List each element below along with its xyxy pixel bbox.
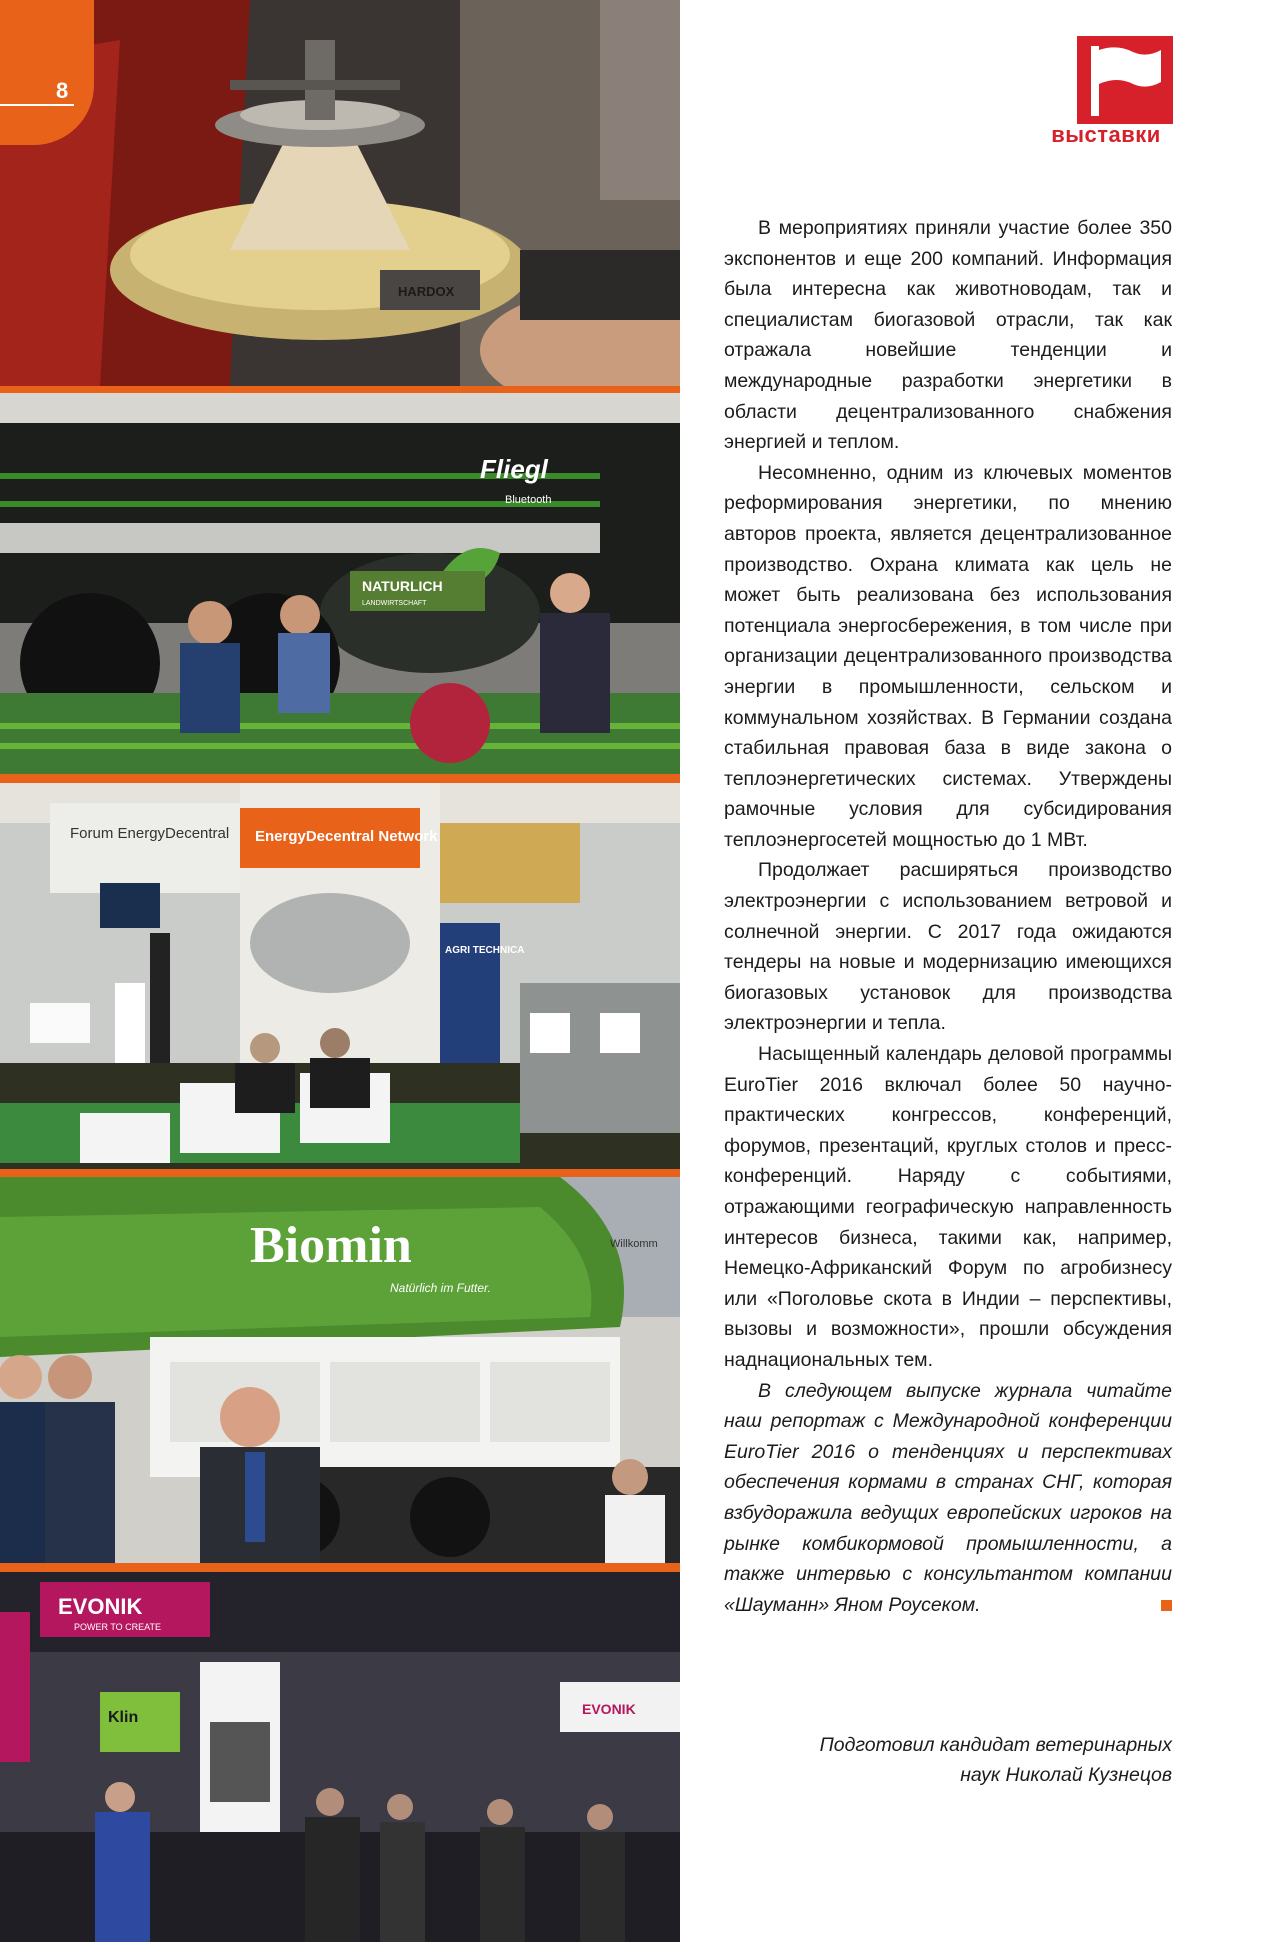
page-number: 8 xyxy=(56,78,69,103)
photo-5-caption: EVONIK xyxy=(58,1594,143,1619)
biomin-truck-photo-icon xyxy=(0,1177,680,1563)
evonik-hall-photo-icon xyxy=(0,1572,680,1942)
tanker-trailer-photo-icon xyxy=(0,393,680,774)
exhibition-stand-photo-icon xyxy=(0,783,680,1169)
photo-tanker-trailer xyxy=(0,393,680,774)
article-closing-text: В следующем выпуске журнала читайте наш репортаж с Международной конференции EuroTier 2016 о тенденциях и перспективах обеспечения кормами в странах СНГ, которая взбудоражила ведущих европейских игроков на рынке комбикормовой промышленности, а также интервью с консультантом компании «Шауманн» Яном Роусеком. xyxy=(724,1379,1172,1616)
author-credit xyxy=(724,1730,1172,1790)
photo-5-caption-3: EVONIK xyxy=(582,1701,636,1717)
end-of-article-square-icon xyxy=(1161,1600,1172,1611)
photo-4-caption-2: Natürlich im Futter. xyxy=(390,1281,491,1295)
flag-icon xyxy=(1077,36,1173,124)
photo-2-caption: Fliegl xyxy=(480,454,548,484)
photo-3-caption-2: EnergyDecentral Network xyxy=(255,828,438,845)
article-paragraph-1: В мероприятиях приняли участие более 350 экспонентов и еще 200 компаний. Информация была интересна как животноводам, так и специалистам биогазовой отрасли, так как отражала новейшие тенденции и международные разработки энергетики в области децентрализованного снабжения энергией и теплом. xyxy=(724,217,1172,454)
article-paragraph-2: Несомненно, одним из ключевых моментов реформирования энергетики, по мнению авторов проекта, является децентрализованное производство. Охрана климата как цель не может быть реализована без использования потенциала энергосбережения, в том числе при организации децентрализованного производства энергии в промышленности, сельском и коммунальном хозяйствах. В Германии создана стабильная правовая база в виде закона о теплоэнергетических системах. Утверждены рамочные условия для субсидирования теплоэнергосетей мощностью до 1 МВт. xyxy=(724,461,1172,851)
photo-biomin-truck xyxy=(0,1177,680,1563)
photo-3-caption: Forum EnergyDecentral xyxy=(70,825,230,842)
section-badge xyxy=(1077,36,1173,124)
photo-4-caption: Biomin xyxy=(250,1217,412,1274)
photo-4-caption-3: Willkomm xyxy=(610,1238,658,1250)
photo-exhibition-stand xyxy=(0,783,680,1169)
photo-2-caption-4: LANDWIRTSCHAFT xyxy=(362,600,427,607)
page-number-rule xyxy=(0,104,74,106)
photo-5-caption-2: POWER TO CREATE xyxy=(74,1622,162,1632)
article-body xyxy=(724,213,1172,1620)
article-paragraph-4: Насыщенный календарь деловой программы EuroTier 2016 включал более 50 научно-практических конгрессов, конференций, форумов, презентаций, круглых столов и пресс-конференций. Наряду с событиями, отражающими географическую направленность интересов бизнеса, такими как, например, Немецко-Африканский Форум по агробизнесу или «Поголовье скота в Индии – перспективы, вызовы и возможности», прошли обсуждения наднациональных тем. xyxy=(724,1043,1172,1371)
credit-line-1: Подготовил кандидат ветеринарных xyxy=(819,1734,1172,1756)
photo-evonik-hall xyxy=(0,1572,680,1942)
section-label: выставки xyxy=(1051,122,1161,147)
page-number-tab xyxy=(0,0,94,145)
spreader-machine-photo-icon xyxy=(0,0,680,386)
photo-3-caption-3: AGRI TECHNICA xyxy=(445,945,525,956)
photo-spreader-machine xyxy=(0,0,680,386)
article-paragraph-3: Продолжает расширяться производство электроэнергии с использованием ветровой и солнечной энергии. С 2017 года ожидаются тендеры на новые и модернизацию имеющихся биогазовых установок для производства электроэнергии и тепла. xyxy=(724,859,1172,1035)
credit-line-2: наук Николай Кузнецов xyxy=(960,1764,1172,1786)
photo-5-caption-4: Klin xyxy=(108,1709,139,1726)
photo-2-caption-3: NATURLICH xyxy=(362,578,443,594)
photo-1-caption: HARDOX xyxy=(398,284,455,299)
photo-2-caption-2: Bluetooth xyxy=(505,494,552,506)
article-closing-paragraph xyxy=(724,1376,1172,1621)
